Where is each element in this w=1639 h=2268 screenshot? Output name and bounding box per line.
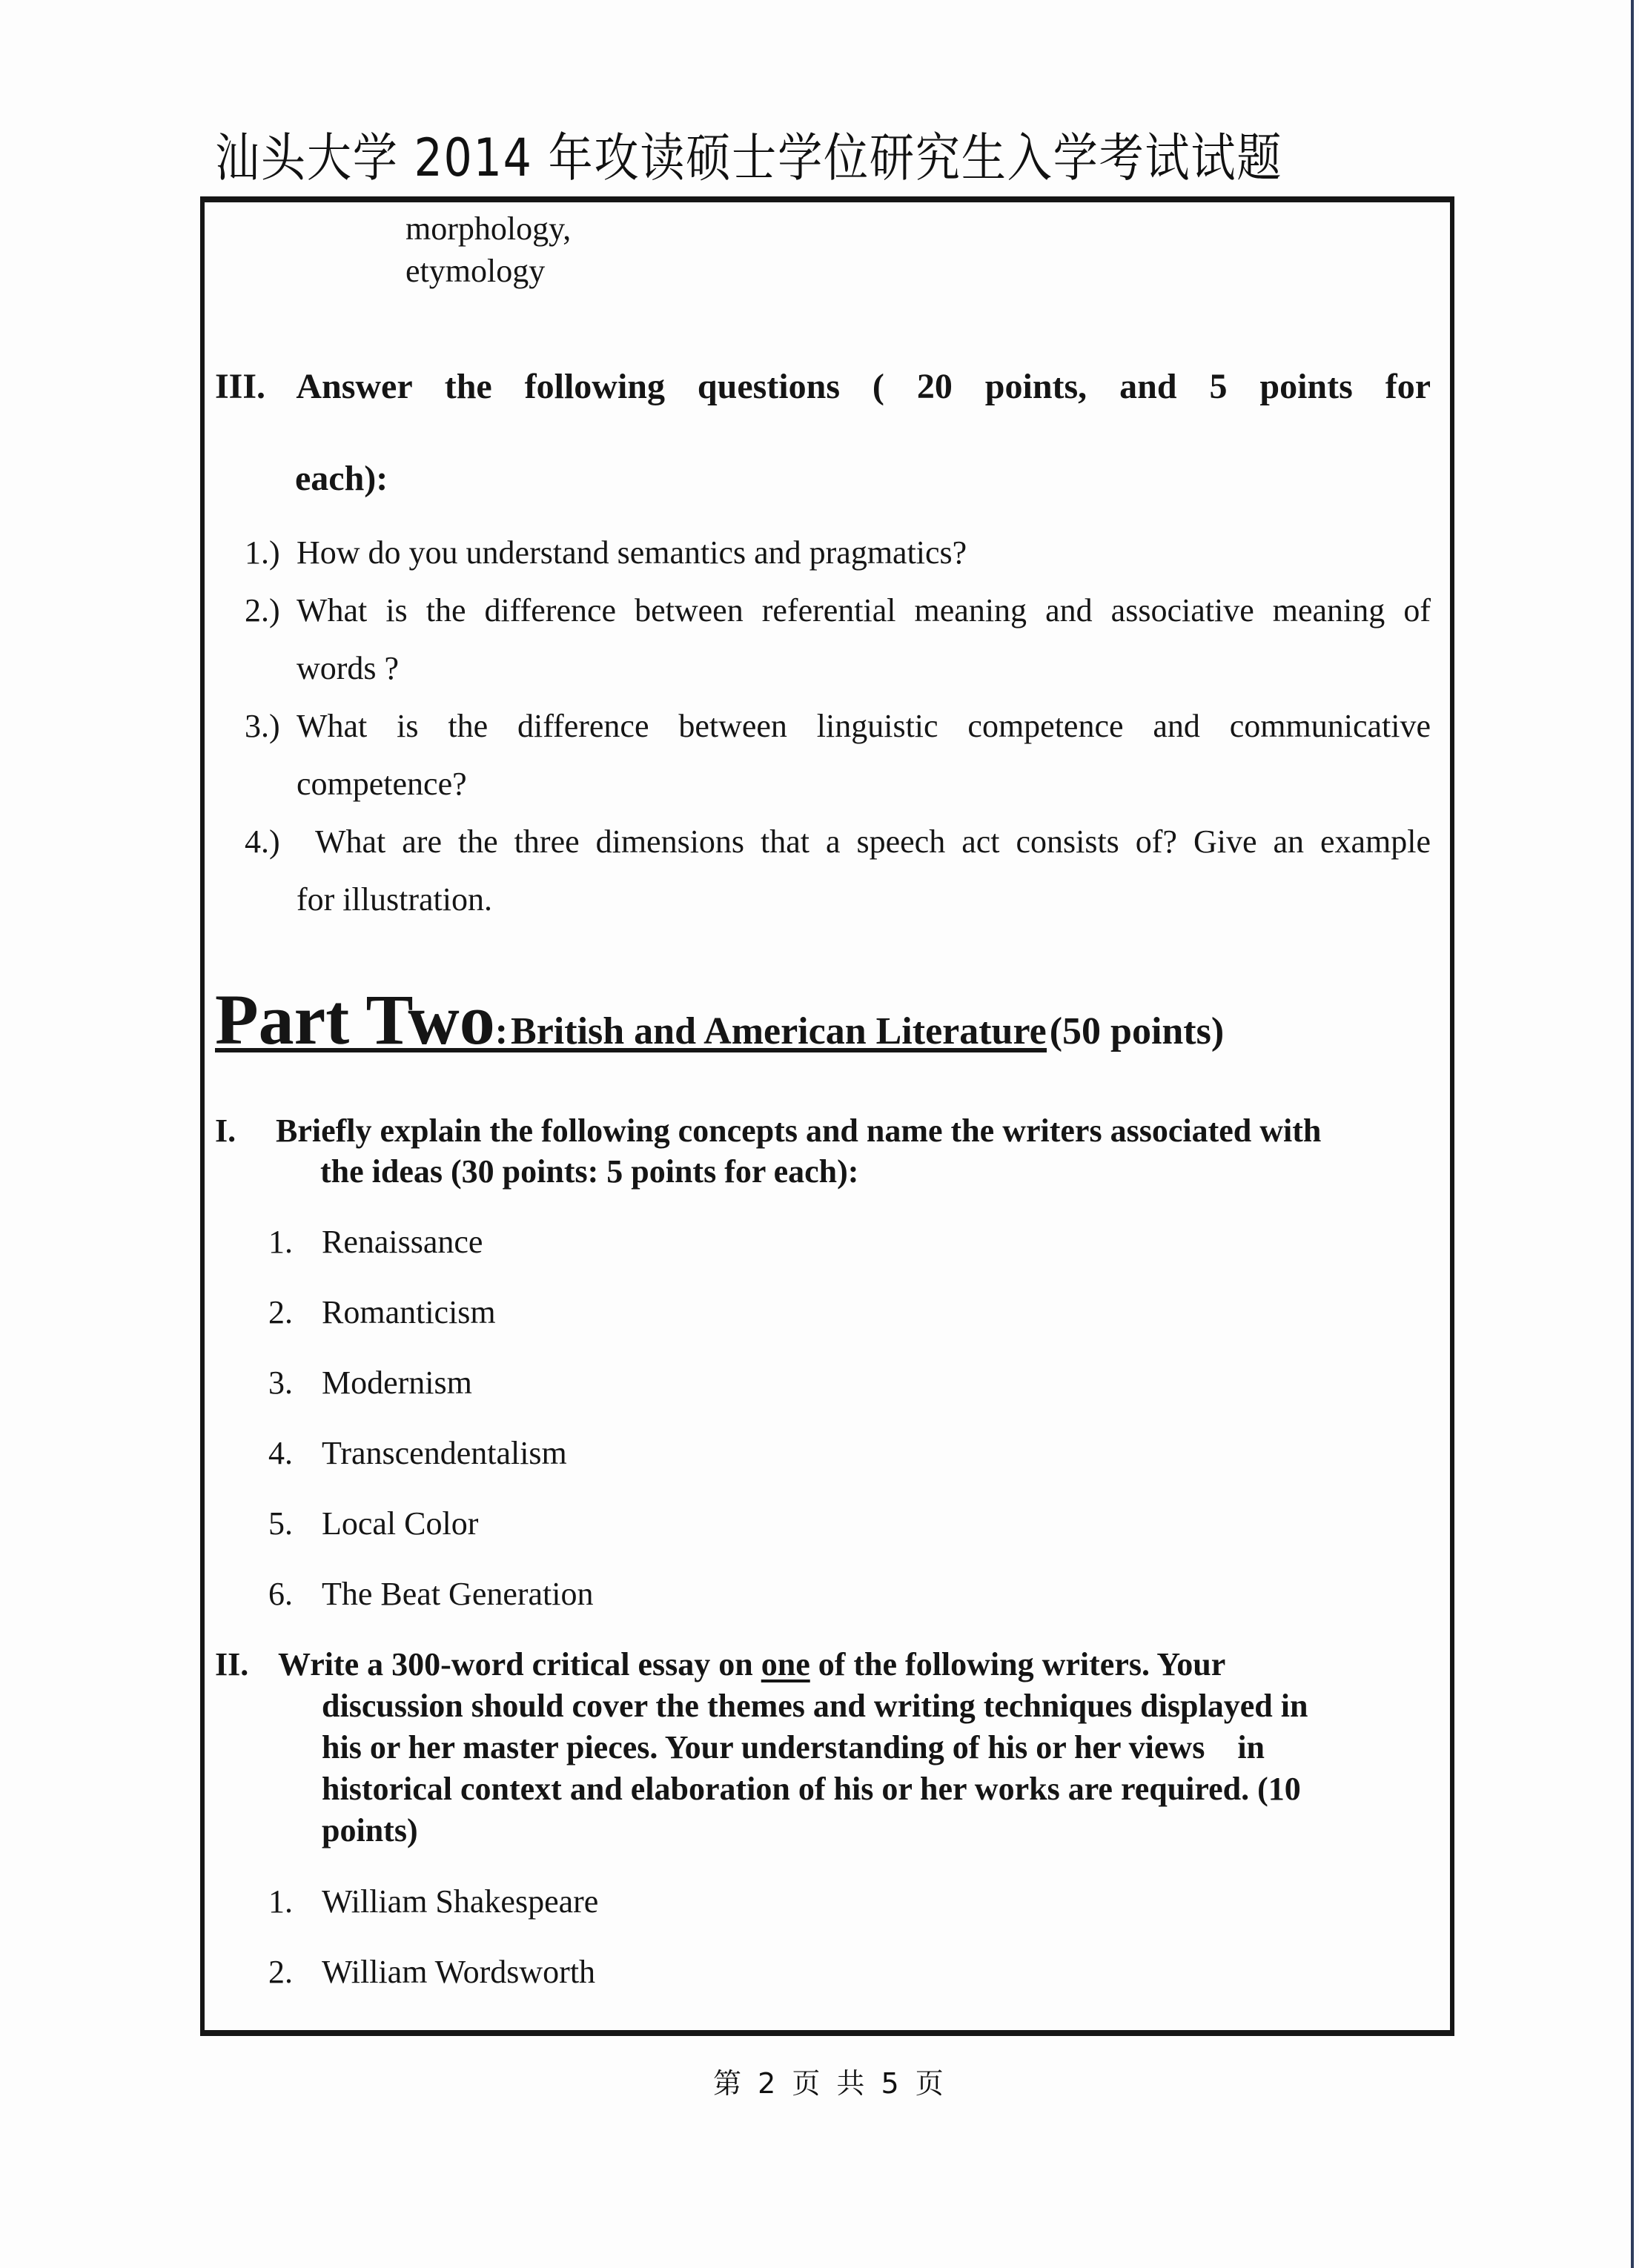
section-i-heading-cont: the ideas (30 points: 5 points for each): [320,1153,859,1190]
scan-edge-line [1631,0,1634,2268]
section-iii-heading-cont: each): [295,459,388,498]
section-i-heading: Briefly explain the following concepts and name the writers associated with [276,1113,1322,1149]
continued-item-etymology: etymology [405,253,546,289]
question-2-number: 2.) [245,592,280,629]
question-4-text: What are the three dimensions that a speech act consists of? Give an example [315,823,1431,860]
question-3-text-cont: competence? [297,766,467,802]
part-two-subtitle: British and American Literature [511,1010,1047,1052]
question-4-text-cont: for illustration. [297,881,492,918]
page-indicator: 第 2 页 共 5 页 [713,2067,944,2100]
question-2-text: What is the difference between referential meaning and associative meaning of [297,592,1431,629]
section-ii-line-1: Write a 300-word critical essay on one of the following writers. Your [278,1646,1226,1682]
concept-item: 2. Romanticism [268,1294,496,1330]
section-i-numeral: I. [215,1113,236,1149]
writer-item: 1. William Shakespeare [268,1883,599,1920]
continued-item-morphology: morphology, [405,210,572,247]
section-iii-heading: III. Answer the following questions ( 20 points, and 5 points for [215,367,1431,406]
section-ii-line-2: discussion should cover the themes and writing techniques displayed in [322,1688,1308,1724]
emphasis-one: one [761,1646,810,1682]
question-3-text: What is the difference between linguistic competence and communicative [297,708,1431,744]
question-1-text: How do you understand semantics and pragmatics? [297,534,967,571]
concept-item: 6. The Beat Generation [268,1576,594,1612]
part-two-underlined [215,980,1047,1059]
writer-item: 2. William Wordsworth [268,1954,596,1990]
section-ii-numeral: II. [215,1646,249,1682]
question-2-text-cont: words ? [297,650,400,686]
part-two-title: Part Two [215,980,495,1059]
question-1-number: 1.) [245,534,280,571]
concept-item: 4. Transcendentalism [268,1435,567,1471]
question-3-number: 3.) [245,708,280,744]
part-two-colon: : [494,1010,509,1052]
section-ii-line-3: his or her master pieces. Your understanding of his or her views in [322,1729,1265,1765]
section-ii-line-5: points) [322,1812,418,1848]
exam-title: 汕头大学 2014 年攻读硕士学位研究生入学考试试题 [215,127,1283,188]
concept-item: 1. Renaissance [268,1224,483,1260]
concept-item: 5. Local Color [268,1505,479,1542]
part-two-heading [215,978,1224,1061]
part-two-points: (50 points) [1049,1010,1225,1052]
section-ii-line-4: historical context and elaboration of his or her works are required. (10 [322,1771,1301,1807]
concept-item: 3. Modernism [268,1365,472,1401]
question-4-number: 4.) [245,823,280,860]
